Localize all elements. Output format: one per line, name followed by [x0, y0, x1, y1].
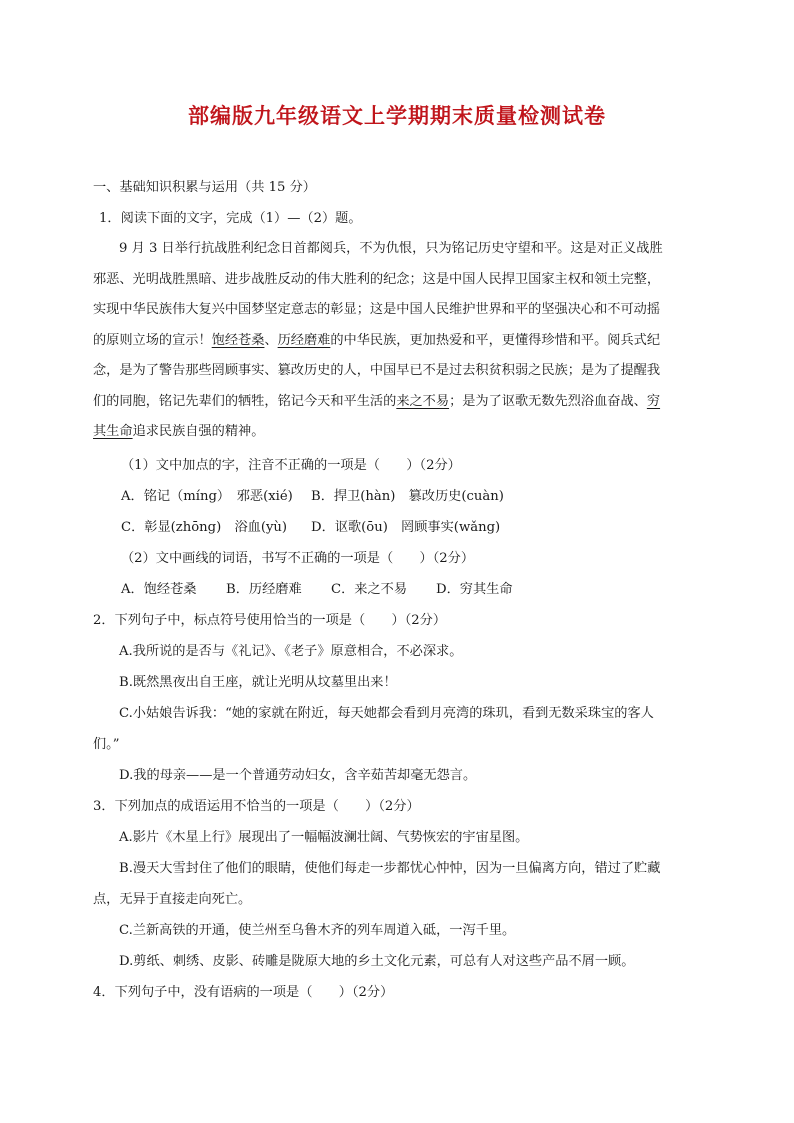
option-c: C.兰新高铁的开通，使兰州至乌鲁木齐的列车周道入砥，一泻千里。	[119, 922, 516, 938]
option-row	[93, 574, 702, 605]
text-span: 们的同胞，铭记先辈们的牺牲，铭记今天和平生活的	[93, 393, 397, 409]
text-span: 的原则立场的宣示！	[93, 332, 212, 348]
passage-line: 9 月 3 日举行抗战胜利纪念日首都阅兵，不为仇恨，只为铭记历史守望和平。这是对正义战胜	[119, 241, 663, 256]
underlined-word: 其生命	[93, 424, 133, 439]
option-d: D.剪纸、刺绣、皮影、砖雕是陇原大地的乡土文化元素，可总有人对这些产品不屑一顾。	[119, 953, 635, 969]
option-c: C.小姑娘告诉我：“她的家就在附近，每天她都会看到月亮湾的珠玑，看到无数采珠宝的客人	[119, 705, 654, 721]
question-4-stem: 4．下列句子中，没有语病的一项是（ ）（2分）	[93, 984, 394, 1000]
passage-line: 念，是为了警告那些罔顾事实、篡改历史的人，中国早已不是过去积贫积弱之民族；是为了提醒我	[93, 363, 661, 378]
question-3-stem: 3．下列加点的成语运用不恰当的一项是（ ）（2分）	[93, 798, 420, 814]
underlined-word: 穷	[646, 393, 661, 409]
text-span: 追求民族自强的精神。	[132, 424, 265, 439]
passage-line	[93, 417, 702, 448]
text-span: 的中华民族，更加热爱和平，更懂得珍惜和平。阅兵式纪	[330, 332, 661, 348]
underlined-word: 饱经苍桑	[211, 332, 265, 348]
option-d: D．穷其生命	[436, 581, 513, 597]
question-2-stem: 2．下列句子中，标点符号使用恰当的一项是（ ）（2分）	[93, 612, 447, 628]
option-a: A．铭记（míng） 邪恶(xié)	[121, 488, 293, 504]
underlined-word: 来之不易	[396, 393, 450, 409]
text-span: 、	[264, 332, 278, 348]
question-1-stem: 1．阅读下面的文字，完成（1）—（2）题。	[99, 211, 362, 226]
option-a: A．饱经苍桑	[121, 581, 197, 597]
sub-question-1-stem: （1）文中加点的字，注音不正确的一项是（ ）（2分）	[121, 457, 461, 473]
passage-line	[93, 387, 702, 418]
option-d: D.我的母亲——是一个普通劳动妇女，含辛茹苦却毫无怨言。	[119, 767, 477, 783]
option-b: B．捍卫(hàn) 篡改历史(cuàn)	[311, 488, 504, 504]
option-c-continued: 们。”	[93, 736, 120, 752]
option-b: B．历经磨难	[226, 581, 302, 597]
passage-line	[93, 326, 702, 357]
passage-line: 实现中华民族伟大复兴中国梦坚定意志的彰显；这是中国人民维护世界和平的坚强决心和不可动摇	[93, 302, 661, 317]
option-row	[93, 512, 702, 543]
option-d: D．讴歌(ōu) 罔顾事实(wǎng)	[311, 519, 501, 535]
text-span: ；是为了讴歌无数先烈浴血奋战、	[449, 393, 647, 409]
option-a: A.影片《木星上行》展现出了一幅幅波澜壮阔、气势恢宏的宇宙星图。	[119, 829, 529, 845]
reading-passage	[93, 234, 702, 448]
passage-line: 邪恶、光明战胜黑暗、进步战胜反动的伟大胜利的纪念；这是中国人民捍卫国家主权和领土完整，	[93, 271, 661, 287]
option-b-continued: 点，无异于直接走向死亡。	[93, 891, 252, 907]
underlined-word: 历经磨难	[277, 332, 331, 348]
option-b: B.漫天大雪封住了他们的眼睛，使他们每走一步都忧心忡忡，因为一旦偏离方向，错过了贮藏	[119, 860, 661, 876]
option-c: C．来之不易	[331, 581, 408, 597]
option-c: C．彰显(zhōng) 浴血(yù)	[121, 519, 288, 535]
sub-question-2-stem: （2）文中画线的词语，书写不正确的一项是（ ）（2分）	[121, 550, 475, 566]
exam-content	[93, 172, 702, 1008]
section-heading: 一、基础知识积累与运用（共 15 分）	[93, 180, 316, 195]
option-a: A.我所说的是否与《礼记》、《老子》原意相合，不必深求。	[119, 643, 463, 659]
page-title: 部编版九年级语文上学期期末质量检测试卷	[188, 104, 606, 128]
option-b: B.既然黑夜出自王座，就让光明从坟墓里出来！	[119, 674, 397, 690]
option-row	[93, 481, 702, 512]
